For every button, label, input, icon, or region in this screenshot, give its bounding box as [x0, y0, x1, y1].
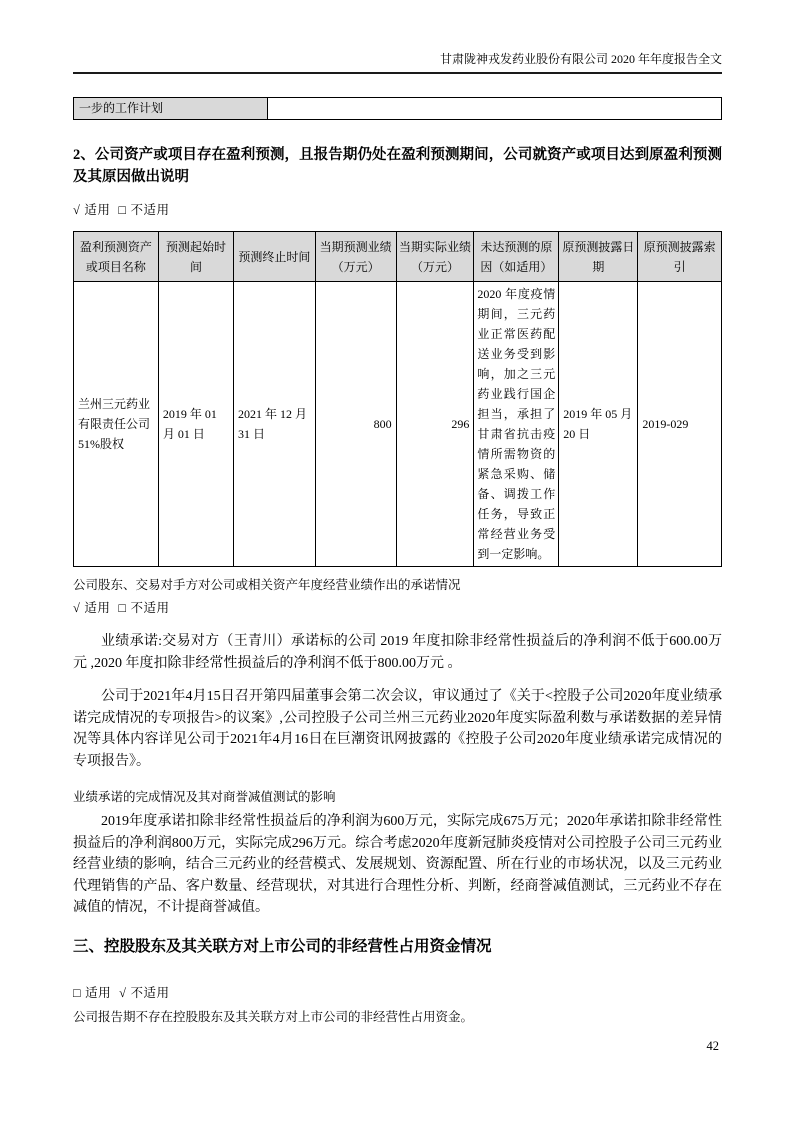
col-header-disclosure-date: 原预测披露日期: [559, 232, 638, 282]
check-mark-icon: √: [119, 985, 127, 1000]
cell-end-date: 2021 年 12 月 31 日: [234, 282, 316, 567]
cell-disclosure-index: 2019-029: [638, 282, 722, 567]
table-row: [74, 98, 722, 120]
not-applicable-label: 不适用: [130, 203, 170, 217]
applicability-line-section3: [73, 986, 722, 1001]
cell-miss-reason: 2020 年度疫情期间，三元药业正常医药配送业务受到影响，加之三元药业践行国企担当，承担了甘肃省抗击疫情所需物资的紧急采购、储备、调拨工作任务，导致正常经营业务受到一定影响。: [474, 282, 559, 567]
commitment-intro-line: 公司股东、交易对手方对公司或相关资产年度经营业绩作出的承诺情况: [73, 578, 461, 592]
profit-forecast-table: [73, 231, 722, 567]
applicable-label: 适用: [85, 985, 112, 1000]
empty-checkbox-icon: □: [118, 203, 127, 217]
report-title: 甘肃陇神戎发药业股份有限公司 2020 年年度报告全文: [439, 52, 722, 66]
applicable-label: 适用: [84, 601, 111, 615]
table-row: [74, 282, 722, 567]
col-header-miss-reason: 未达预测的原因（如适用）: [474, 232, 559, 282]
check-mark-icon: √: [73, 601, 81, 615]
work-plan-continuation-table: [73, 97, 722, 120]
col-header-asset-name: 盈利预测资产或项目名称: [74, 232, 159, 282]
col-header-actual-performance: 当期实际业绩（万元）: [396, 232, 474, 282]
empty-checkbox-icon: □: [73, 985, 82, 1000]
board-meeting-paragraph: 公司于2021年4月15日召开第四届董事会第二次会议，审议通过了《关于<控股子公司2020年度业绩承诺完成情况的专项报告>的议案》,公司控股子公司兰州三元药业2020年度实际盈利数与承诺数据的差异情况等具体内容详见公司于2021年4月16日在巨潮资讯网披露的《控股子公司2020年度业绩承诺完成情况的专项报告》。: [73, 689, 722, 769]
cell-forecast-performance: 800: [315, 282, 396, 567]
page-number: 42: [706, 1039, 719, 1053]
applicability-line-section2: [73, 203, 722, 218]
col-header-forecast-performance: 当期预测业绩（万元）: [315, 232, 396, 282]
section-3-title: 三、控股股东及其关联方对上市公司的非经营性占用资金情况: [73, 937, 492, 955]
section-2-title: 2、公司资产或项目存在盈利预测，且报告期仍处在盈利预测期间，公司就资产或项目达到原盈利预测及其原因做出说明: [73, 147, 722, 185]
not-applicable-label: 不适用: [130, 601, 170, 615]
check-mark-icon: √: [73, 203, 81, 217]
applicability-line-commitment: [73, 601, 722, 616]
occupation-statement-line: 公司报告期不存在控股股东及其关联方对上市公司的非经营性占用资金。: [73, 1009, 474, 1024]
work-plan-label-cell: 一步的工作计划: [74, 98, 268, 120]
col-header-disclosure-index: 原预测披露索引: [638, 232, 722, 282]
col-header-start-date: 预测起始时间: [158, 232, 233, 282]
running-header: [73, 0, 722, 74]
col-header-end-date: 预测终止时间: [234, 232, 316, 282]
cell-actual-performance: 296: [396, 282, 474, 567]
work-plan-value-cell: [268, 98, 722, 120]
performance-commitment-paragraph: 业绩承诺:交易对方（王青川）承诺标的公司 2019 年度扣除非经常性损益后的净利润不低于600.00万元 ,2020 年度扣除非经常性损益后的净利润不低于800.00万元 。: [73, 634, 722, 671]
cell-start-date: 2019 年 01 月 01 日: [158, 282, 233, 567]
cell-disclosure-date: 2019 年 05 月 20 日: [559, 282, 638, 567]
table-header-row: [74, 232, 722, 282]
not-applicable-label: 不适用: [130, 985, 170, 1000]
goodwill-impairment-paragraph: 2019年度承诺扣除非经常性损益后的净利润为600万元，实际完成675万元；2020年承诺扣除非经常性损益后的净利润800万元，实际完成296万元。综合考虑2020年度新冠肺炎疫情对公司控股子公司三元药业经营业绩的影响，结合三元药业的经营模式、发展规划、资源配置、所在行业的市场状况，以及三元药业代理销售的产品、客户数量、经营现状，对其进行合理性分析、判断，经商誉减值测试，三元药业不存在减值的情况，不计提商誉减值。: [73, 814, 722, 915]
goodwill-impairment-label: 业绩承诺的完成情况及其对商誉减值测试的影响: [73, 790, 336, 804]
empty-checkbox-icon: □: [118, 601, 127, 615]
cell-asset-name: 兰州三元药业有限责任公司51%股权: [74, 282, 159, 567]
applicable-label: 适用: [84, 203, 111, 217]
